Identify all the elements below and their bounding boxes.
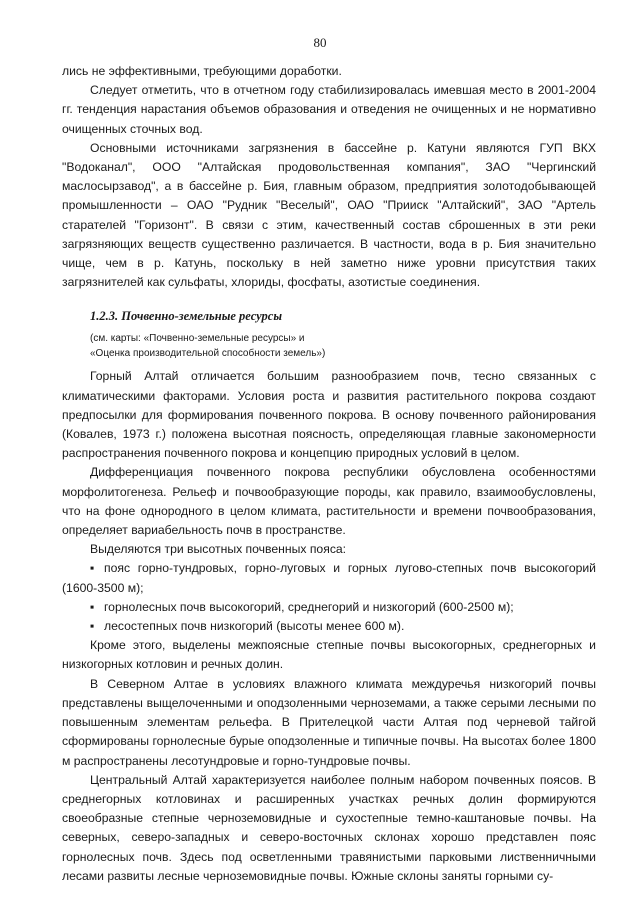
page-content <box>62 62 596 886</box>
list-item <box>62 617 596 636</box>
bullet-icon: ▪ <box>90 599 95 614</box>
paragraph-trend: Следует отметить, что в отчетном году стабилизировалась имевшая место в 2001-2004 гг. тенденция нарастания объемов образования и отведения не очищенных и не нормативно очищенных сточных вод. <box>62 83 596 136</box>
paragraph-interbelt: Кроме этого, выделены межпоясные степные почвы высокогорных, среднегорных и низкогорных котловин и речных долин. <box>62 638 596 672</box>
maps-note-line: (см. карты: «Почвенно-земельные ресурсы» и <box>90 333 305 345</box>
list-item <box>62 598 596 617</box>
list-item-text: лесостепных почв низкогорий (высоты менее 600 м). <box>104 619 405 634</box>
page-number: 80 <box>313 35 327 50</box>
list-item-text: пояс горно-тундровых, горно-луговых и горных лугово-степных почв высокогорий (1600-3500 м); <box>62 561 596 595</box>
bullet-icon: ▪ <box>90 561 95 576</box>
paragraph-belts-intro: Выделяются три высотных почвенных пояса: <box>90 542 347 557</box>
belt-list <box>62 559 596 636</box>
paragraph-differentiation: Дифференциация почвенного покрова республики обусловлена особенностями морфолитогенеза. Рельеф и почвообразующие породы, как правило, взаимообусловлены, что на фоне однородного в целом климата, растительности и времени почвообразования, определяет вариабельность почв в пространстве. <box>62 465 596 538</box>
list-item-text: горнолесных почв высокогорий, среднегорий и низкогорий (600-2500 м); <box>104 599 514 614</box>
paragraph-northern-altai: В Северном Алтае в условиях влажного климата междуречья низкогорий почвы представлены выщелоченными и оподзоленными черноземами, а также серыми лесными по повышенным элементам рельефа. В Прителецкой части Алтая под черневой тайгой сформированы горнолесные бурые оподзоленные и типичные почвы. На высотах более 1800 м распространены лесотундровые и горно-тундровые почвы. <box>62 676 596 768</box>
paragraph-pollution-sources: Основными источниками загрязнения в бассейне р. Катуни являются ГУП ВКХ "Водоканал", ООО "Алтайская продовольственная компания", ЗАО "Чергинский маслосырзавод", а в бассейне р. Бия, главным образом, предприятия золотодобывающей промышленности – ОАО "Рудник "Веселый", ОАО "Прииск "Алтайский", ЗАО "Артель старателей "Горизонт". В связи с этим, качественный состав сброшенных в эти реки загрязняющих веществ существенно различается. В частности, вода в р. Бия значительно чище, чем в р. Катунь, поскольку в ней заметно ниже уровни присутствия таких загрязнителей как сульфаты, хлориды, фосфаты, азотистые соединения. <box>62 140 596 290</box>
paragraph-soil-diversity: Горный Алтай отличается большим разнообразием почв, тесно связанных с климатическими факторами. Условия роста и развития растительного покрова создают предпосылки для формирования почвенного покрова. В основу почвенного районирования (Ковалев, 1973 г.) положена высотная поясность, определяющая главные закономерности распространения почвенного покрова и концепцию природных условий в целом. <box>62 369 596 461</box>
list-item <box>62 559 596 597</box>
maps-note-line: «Оценка производительной способности земель») <box>90 348 326 360</box>
section-heading: 1.2.3. Почвенно-земельные ресурсы <box>90 309 283 324</box>
bullet-icon: ▪ <box>90 619 95 634</box>
paragraph-continuation: лись не эффективными, требующими доработки. <box>62 64 342 78</box>
paragraph-central-altai: Центральный Алтай характеризуется наиболее полным набором почвенных поясов. В среднегорных котловинах и расширенных участках речных долин формируются своеобразные степные черноземовидные и сухостепные темно-каштановые почвы. На северных, северо-западных и северо-восточных склонах хорошо представлен пояс горнолесных почв. Здесь под осветленными травянистыми парковыми лиственничными лесами развиты лесные черноземовидные почвы. Южные склоны заняты горными су- <box>62 772 596 883</box>
maps-note <box>62 331 596 361</box>
